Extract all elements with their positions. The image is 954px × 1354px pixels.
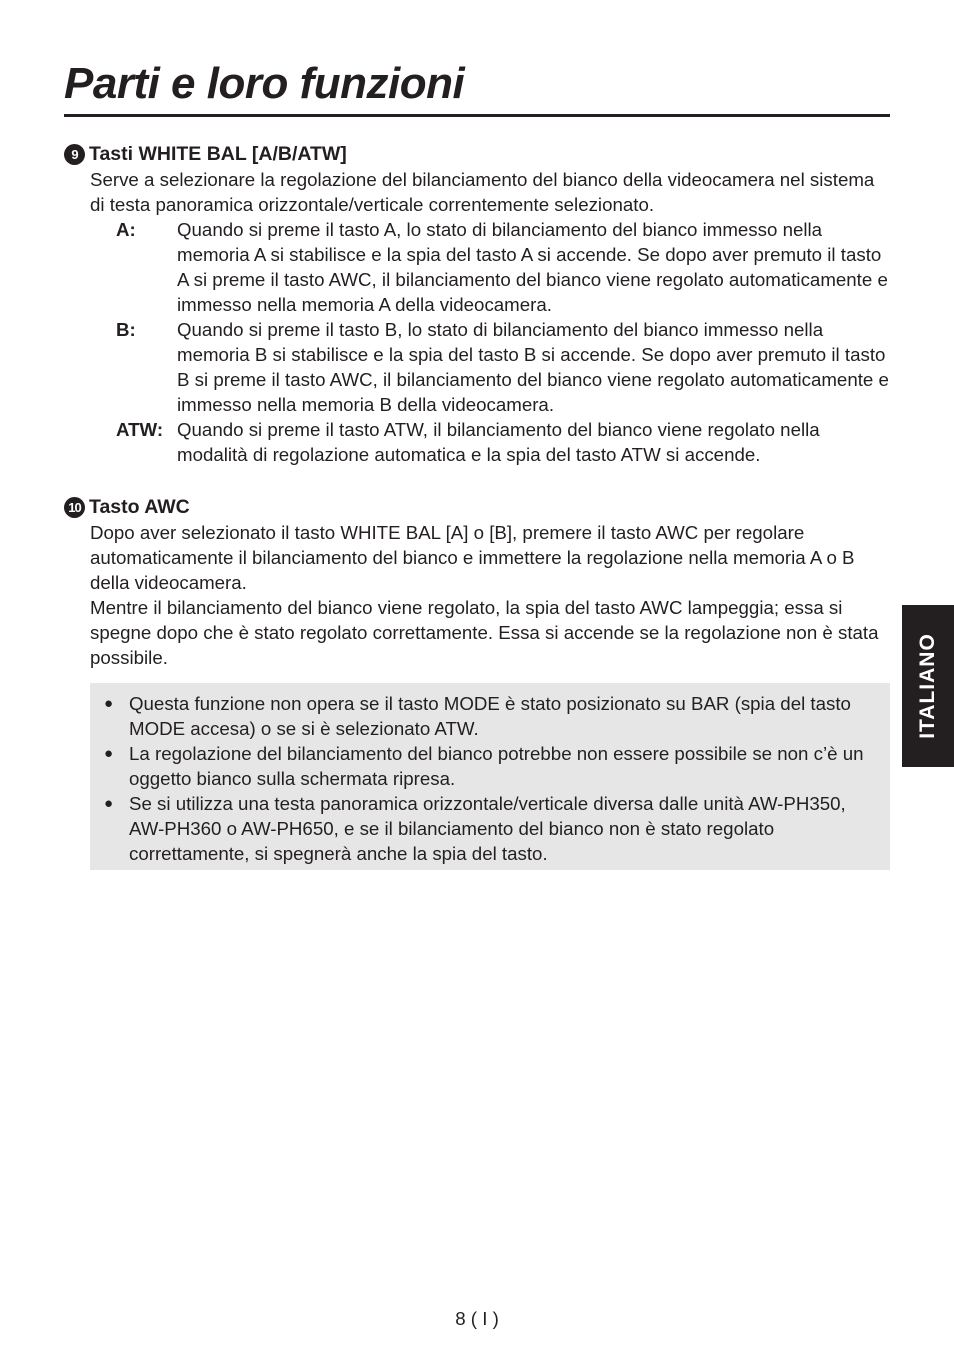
- notes-list: [90, 683, 890, 866]
- definition-term: B:: [116, 319, 136, 340]
- section-heading-text: Tasto AWC: [89, 495, 190, 518]
- section-paragraph: Dopo aver selezionato il tasto WHITE BAL [A] o [B], premere il tasto AWC per regolare automaticamente il bilanciamento del bianco e immettere la regolazione nella memoria A o B della videocamera.: [90, 522, 855, 593]
- definition-item: [116, 317, 890, 417]
- definition-description: Quando si preme il tasto A, lo stato di bilanciamento del bianco immesso nella memoria A si stabilisce e la spia del tasto A si accende. Se dopo aver premuto il tasto A si preme il tasto AWC, il bilanciamento del bianco viene regolato automaticamente e immesso nella memoria A della videocamera.: [177, 219, 888, 315]
- definition-item: [116, 417, 890, 467]
- definition-item: [116, 217, 890, 317]
- title-divider: [64, 114, 890, 117]
- definition-term: A:: [116, 219, 136, 240]
- note-item: [104, 741, 876, 791]
- page-title: Parti e loro funzioni: [64, 59, 465, 108]
- section-awc: [64, 494, 890, 670]
- section-paragraph: Mentre il bilanciamento del bianco viene regolato, la spia del tasto AWC lampeggia; essa si spegne dopo che è stato regolato correttamente. Essa si accende se la regolazione non è stata possibile.: [90, 597, 879, 668]
- note-item: [104, 791, 876, 866]
- section-heading: [64, 141, 890, 167]
- language-tab-label: ITALIANO: [916, 633, 940, 739]
- definition-description: Quando si preme il tasto B, lo stato di bilanciamento del bianco immesso nella memoria B si stabilisce e la spia del tasto B si accende. Se dopo aver premuto il tasto B si preme il tasto AWC, il bilanciamento del bianco viene regolato automaticamente e immesso nella memoria B della videocamera.: [177, 319, 889, 415]
- note-item: [104, 691, 876, 741]
- note-text: La regolazione del bilanciamento del bianco potrebbe non essere possibile se non c’è un oggetto bianco sulla schermata ripresa.: [129, 743, 864, 789]
- circled-number-10-icon: 10: [64, 497, 85, 518]
- language-tab: [902, 605, 954, 767]
- bullet-icon: ●: [104, 795, 114, 812]
- section-intro: Serve a selezionare la regolazione del bilanciamento del bianco della videocamera nel sistema di testa panoramica orizzontale/verticale correntemente selezionato.: [90, 169, 875, 215]
- definition-list: [116, 217, 890, 467]
- definition-term: ATW:: [116, 419, 164, 440]
- definition-description: Quando si preme il tasto ATW, il bilanciamento del bianco viene regolato nella modalità di regolazione automatica e la spia del tasto ATW si accende.: [177, 419, 820, 465]
- bullet-icon: ●: [104, 695, 114, 712]
- page-number: 8 ( I ): [455, 1308, 499, 1329]
- circled-number-9-icon: 9: [64, 144, 85, 165]
- section-heading: [64, 494, 890, 520]
- bullet-icon: ●: [104, 745, 114, 762]
- section-white-bal: [64, 141, 890, 467]
- note-text: Se si utilizza una testa panoramica orizzontale/verticale diversa dalle unità AW-PH350, AW-PH360 o AW-PH650, e se il bilanciamento del bianco non è stato regolato correttamente, si spegnerà anche la spia del tasto.: [129, 793, 846, 864]
- note-text: Questa funzione non opera se il tasto MODE è stato posizionato su BAR (spia del tasto MODE accesa) o se si è selezionato ATW.: [129, 693, 851, 739]
- section-heading-text: Tasti WHITE BAL [A/B/ATW]: [89, 142, 347, 165]
- notes-box: [90, 683, 890, 870]
